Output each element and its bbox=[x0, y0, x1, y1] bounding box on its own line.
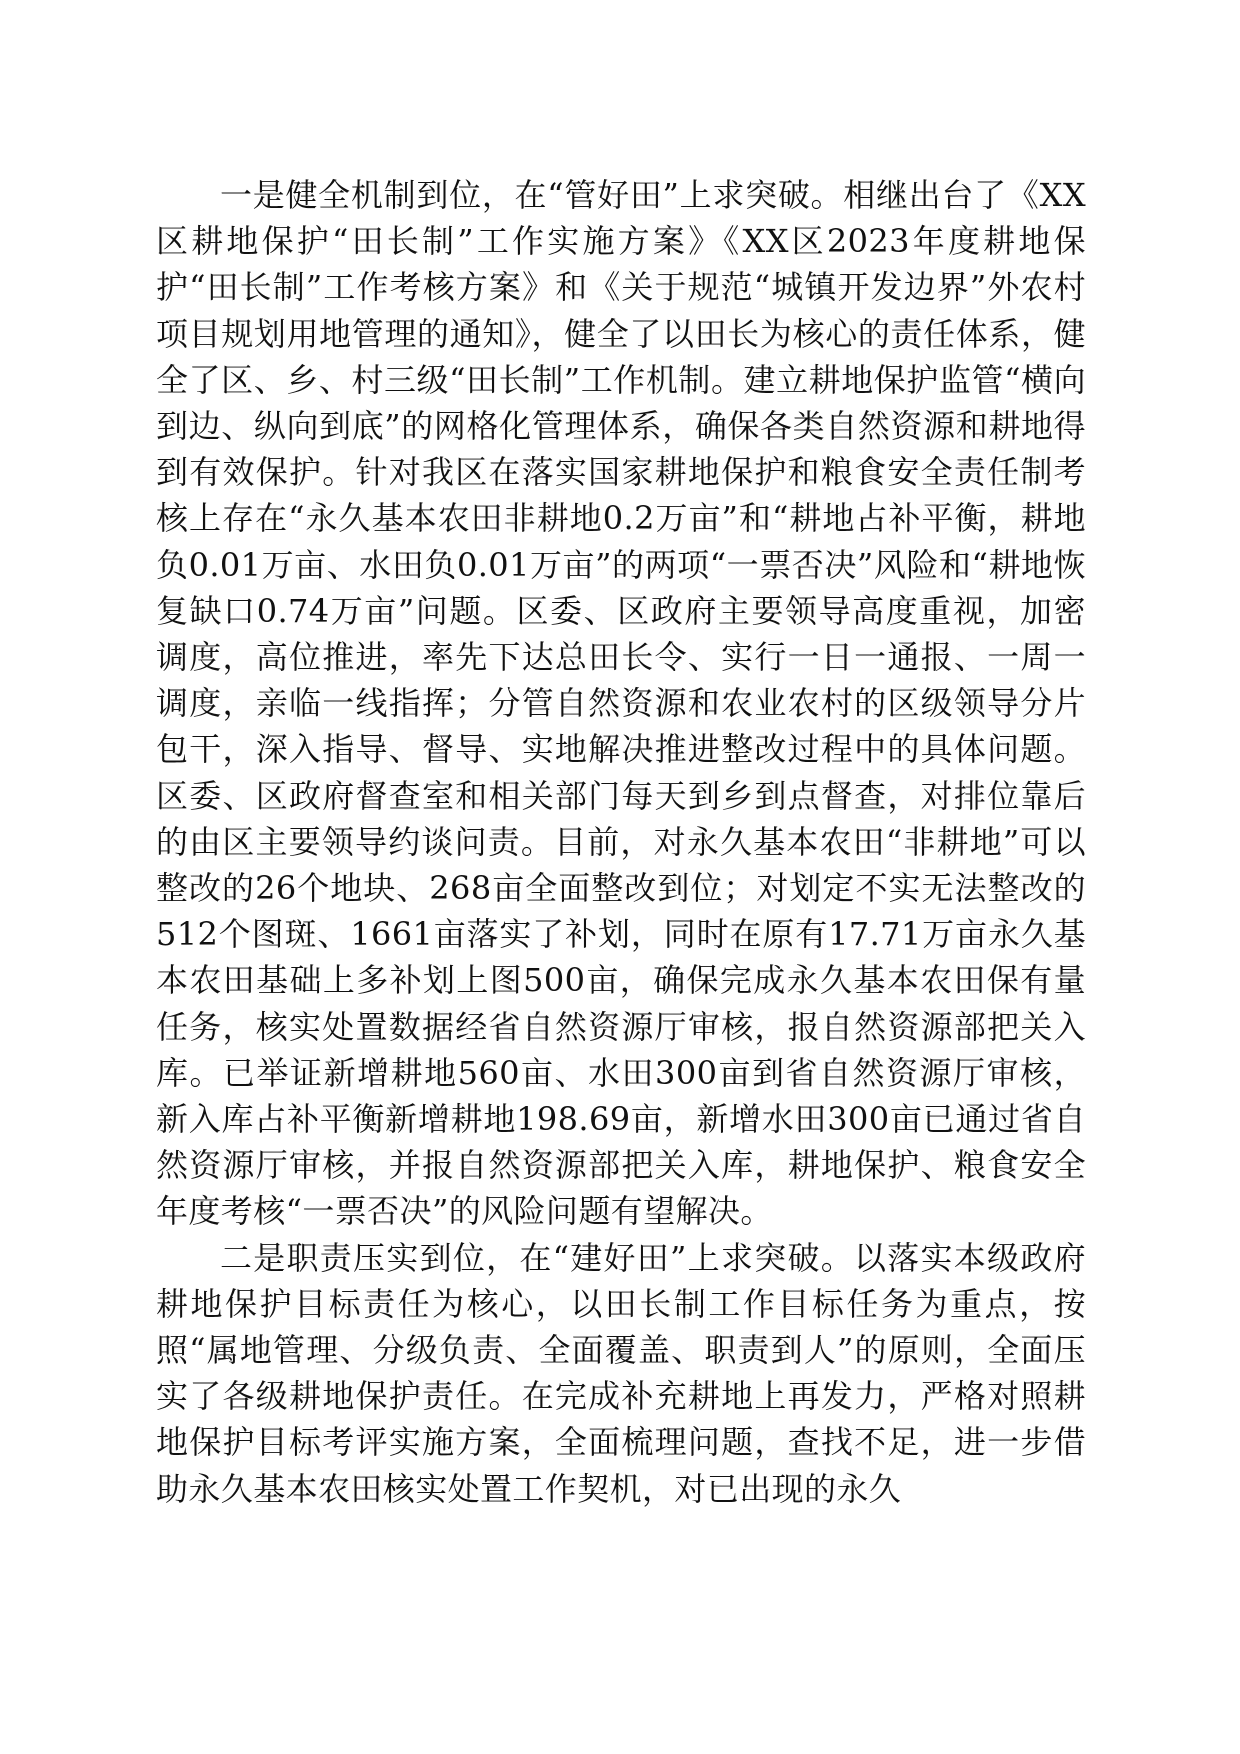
document-body bbox=[156, 172, 1086, 1512]
paragraph-1: 一是健全机制到位，在“管好田”上求突破。相继出台了《XX区耕地保护“田长制”工作实施方案》《XX区2023年度耕地保护“田长制”工作考核方案》和《关于规范“城镇开发边界”外农村项目规划用地管理的通知》，健全了以田长为核心的责任体系，健全了区、乡、村三级“田长制”工作机制。建立耕地保护监管“横向到边、纵向到底”的网格化管理体系，确保各类自然资源和耕地得到有效保护。针对我区在落实国家耕地保护和粮食安全责任制考核上存在“永久基本农田非耕地0.2万亩”和“耕地占补平衡，耕地负0.01万亩、水田负0.01万亩”的两项“一票否决”风险和“耕地恢复缺口0.74万亩”问题。区委、区政府主要领导高度重视，加密调度，高位推进，率先下达总田长令、实行一日一通报、一周一调度，亲临一线指挥；分管自然资源和农业农村的区级领导分片包干，深入指导、督导、实地解决推进整改过程中的具体问题。区委、区政府督查室和相关部门每天到乡到点督查，对排位靠后的由区主要领导约谈问责。目前，对永久基本农田“非耕地”可以整改的26个地块、268亩全面整改到位；对划定不实无法整改的512个图斑、1661亩落实了补划，同时在原有17.71万亩永久基本农田基础上多补划上图500亩，确保完成永久基本农田保有量任务，核实处置数据经省自然资源厅审核，报自然资源部把关入库。已举证新增耕地560亩、水田300亩到省自然资源厅审核，新入库占补平衡新增耕地198.69亩，新增水田300亩已通过省自然资源厅审核，并报自然资源部把关入库，耕地保护、粮食安全年度考核“一票否决”的风险问题有望解决。 bbox=[156, 176, 1086, 1231]
paragraph-2: 二是职责压实到位，在“建好田”上求突破。以落实本级政府耕地保护目标责任为核心，以田长制工作目标任务为重点，按照“属地管理、分级负责、全面覆盖、职责到人”的原则，全面压实了各级耕地保护责任。在完成补充耕地上再发力，严格对照耕地保护目标考评实施方案，全面梳理问题，查找不足，进一步借助永久基本农田核实处置工作契机，对已出现的永久 bbox=[156, 1238, 1086, 1508]
